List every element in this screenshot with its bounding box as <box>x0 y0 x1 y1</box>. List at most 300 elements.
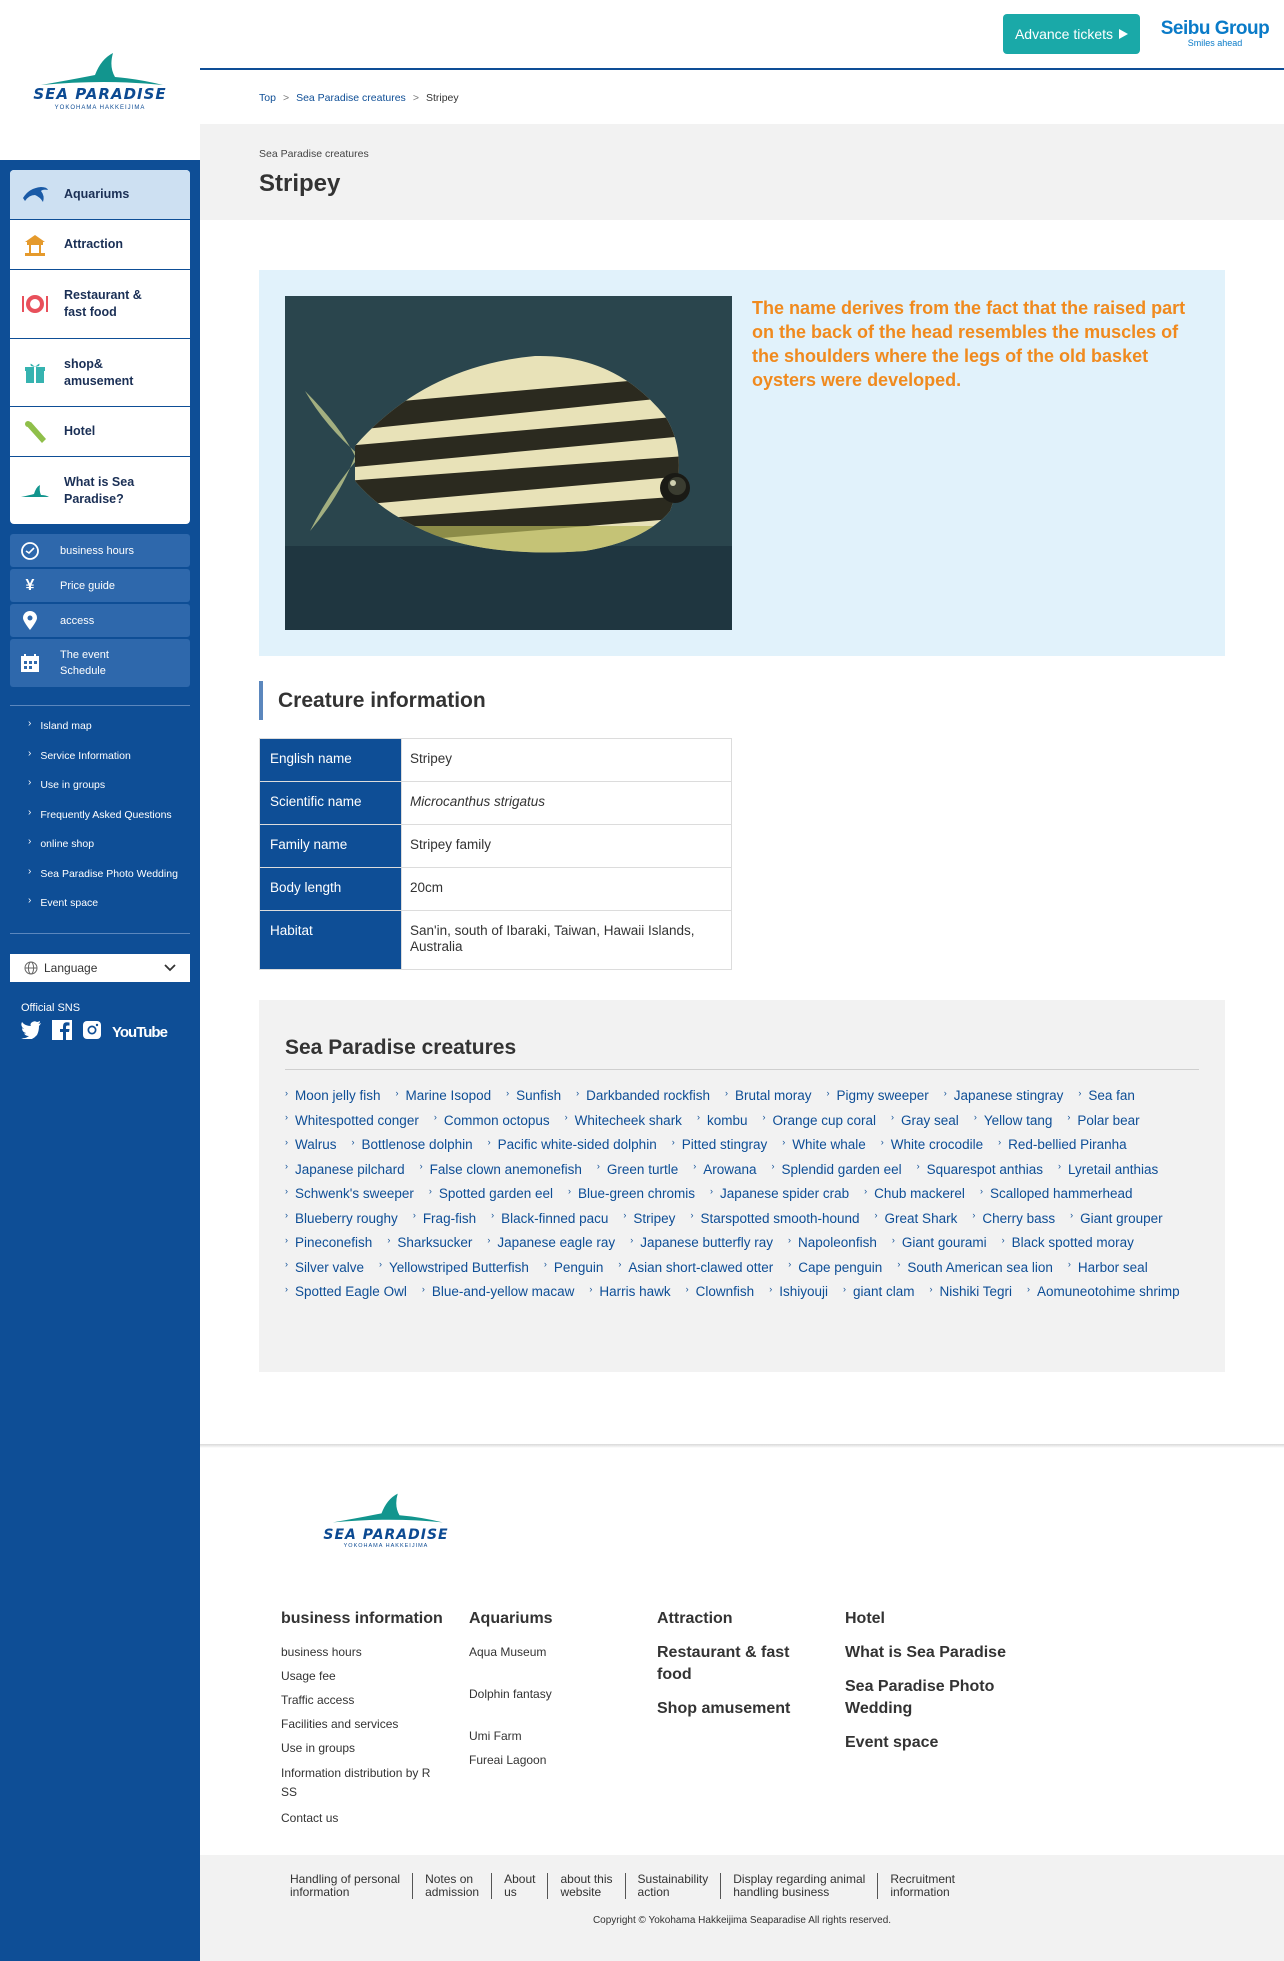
footer-link[interactable]: Aqua Museum <box>469 1645 547 1659</box>
creature-label: Marine Isopod <box>405 1088 492 1103</box>
creature-info-table <box>259 738 732 970</box>
globe-icon <box>24 961 38 975</box>
chevron-right-icon: › <box>874 1210 878 1220</box>
creature-label: giant clam <box>852 1284 915 1299</box>
creature-link[interactable] <box>980 1186 1133 1201</box>
chevron-right-icon: › <box>487 1136 491 1147</box>
creature-label: Blue-green chromis <box>577 1186 696 1201</box>
chevron-right-icon: › <box>433 1112 437 1122</box>
footer-link[interactable]: Contact us <box>281 1811 339 1825</box>
creature-link[interactable] <box>491 1211 608 1226</box>
chevron-right-icon: › <box>972 1210 976 1220</box>
creature-link[interactable] <box>788 1260 882 1275</box>
creature-link[interactable] <box>944 1088 1064 1103</box>
creature-link[interactable] <box>762 1113 876 1128</box>
nav-event-schedule[interactable]: The event Schedule <box>10 639 190 687</box>
logo-wordmark: SEA PARADISE <box>33 85 167 103</box>
creature-link[interactable] <box>285 1113 419 1128</box>
creature-label: Pigmy sweeper <box>836 1088 929 1103</box>
nav-aquariums[interactable]: Aquariums <box>10 170 190 220</box>
chevron-right-icon: › <box>576 1087 580 1098</box>
creature-label: Starspotted smooth-hound <box>700 1210 860 1226</box>
seibu-group-logo[interactable] <box>1160 18 1270 48</box>
footer-col-aquariums <box>469 1608 649 1794</box>
creature-label: Walrus <box>295 1137 337 1152</box>
creature-link[interactable] <box>352 1137 473 1152</box>
creature-link[interactable] <box>1067 1113 1139 1128</box>
sidebar-divider <box>10 705 190 706</box>
info-label: Family name <box>260 825 402 868</box>
chevron-right-icon: › <box>623 1210 627 1220</box>
footer-link[interactable]: Use in groups <box>281 1741 356 1755</box>
chevron-right-icon: › <box>973 1112 977 1122</box>
creature-link[interactable] <box>285 1137 337 1152</box>
creature-label: Yellow tang <box>983 1112 1053 1128</box>
chevron-right-icon: › <box>788 1234 792 1245</box>
creature-link[interactable] <box>285 1162 405 1177</box>
legal-link[interactable]: Handling of personal information <box>290 1872 401 1899</box>
legal-link[interactable]: Display regarding animal handling business <box>720 1873 877 1899</box>
footer-heading-link[interactable]: What is Sea Paradise <box>845 1644 1006 1661</box>
chevron-right-icon: › <box>690 1210 694 1220</box>
nav-hotel[interactable]: Hotel <box>10 407 190 457</box>
chevron-right-icon: › <box>788 1259 792 1269</box>
footer-col-attraction <box>657 1608 837 1738</box>
sub-nav <box>10 534 190 687</box>
info-label: English name <box>260 739 402 782</box>
creature-label: Gray seal <box>901 1112 959 1128</box>
sidebar-divider <box>10 933 190 934</box>
gift-icon <box>20 358 50 388</box>
creature-link[interactable] <box>506 1088 561 1103</box>
chevron-right-icon: › <box>28 777 32 788</box>
creature-link[interactable] <box>672 1137 768 1152</box>
creature-link[interactable] <box>429 1186 553 1201</box>
chevron-right-icon: › <box>880 1136 884 1147</box>
chevron-right-icon: › <box>491 1210 495 1220</box>
creatures-heading: Sea Paradise creatures <box>285 1036 1199 1070</box>
creature-label: Splendid garden eel <box>781 1161 902 1177</box>
creature-link[interactable] <box>788 1235 877 1250</box>
creature-label: Lyretail anthias <box>1067 1161 1159 1177</box>
creature-label: Penguin <box>553 1259 604 1275</box>
creature-label: Squarespot anthias <box>926 1161 1043 1177</box>
chevron-right-icon: › <box>693 1161 697 1171</box>
footer-link[interactable]: Usage fee <box>281 1669 336 1683</box>
creature-link[interactable] <box>1058 1162 1158 1177</box>
creature-label: Clownfish <box>695 1284 755 1299</box>
chevron-right-icon: › <box>769 1283 773 1294</box>
creature-label: Japanese eagle ray <box>497 1235 616 1250</box>
footer-link[interactable]: Fureai Lagoon <box>469 1753 547 1767</box>
chevron-right-icon: › <box>387 1234 391 1245</box>
creature-link[interactable] <box>589 1284 670 1299</box>
chevron-right-icon: › <box>506 1087 510 1098</box>
table-row <box>260 868 732 911</box>
chevron-right-icon: › <box>351 1136 355 1147</box>
seibu-group-tagline: Smiles ahead <box>1187 38 1243 48</box>
creature-label: Ishiyouji <box>779 1284 828 1299</box>
chevron-right-icon: › <box>564 1112 568 1122</box>
footer-heading-link[interactable]: Attraction <box>657 1610 733 1627</box>
creature-label: Blue-and-yellow macaw <box>431 1284 575 1299</box>
chevron-right-icon: › <box>998 1136 1002 1147</box>
creature-link[interactable] <box>875 1211 958 1226</box>
creature-link[interactable] <box>697 1113 748 1128</box>
creature-link[interactable] <box>693 1162 756 1177</box>
chevron-right-icon: › <box>1027 1283 1031 1294</box>
chevron-right-icon: › <box>897 1259 901 1269</box>
creature-label: Yellowstriped Butterfish <box>389 1259 529 1275</box>
chevron-right-icon: › <box>285 1087 288 1098</box>
twitter-icon[interactable] <box>20 1021 42 1044</box>
creature-label: Pitted stingray <box>681 1137 768 1152</box>
table-row <box>260 739 732 782</box>
chevron-right-icon: › <box>782 1136 786 1147</box>
sidebar-link[interactable] <box>10 747 200 780</box>
creature-link[interactable] <box>782 1137 866 1152</box>
facebook-icon[interactable] <box>52 1020 72 1045</box>
nav-access[interactable]: access <box>10 604 190 637</box>
creature-label: Common octopus <box>443 1112 550 1128</box>
info-value: Microcanthus strigatus <box>402 782 732 825</box>
creature-label: Harris hawk <box>599 1284 671 1299</box>
info-value: Stripey family <box>402 825 732 868</box>
sidebar-link-label: online shop <box>40 838 95 850</box>
creature-label: Pineconefish <box>295 1235 373 1250</box>
chevron-right-icon: › <box>285 1185 288 1196</box>
creature-label: Giant grouper <box>1080 1210 1163 1226</box>
creature-link[interactable] <box>285 1235 372 1250</box>
creature-link[interactable] <box>285 1186 414 1201</box>
breadcrumb-top[interactable]: Top <box>259 92 276 104</box>
chevron-right-icon: › <box>543 1259 547 1269</box>
creature-link[interactable] <box>881 1137 983 1152</box>
creature-label: False clown anemonefish <box>429 1161 582 1177</box>
info-value: San'in, south of Ibaraki, Taiwan, Hawaii Islands, Australia <box>402 911 732 970</box>
creature-link[interactable] <box>843 1284 915 1299</box>
creature-link[interactable] <box>488 1137 657 1152</box>
nav-attraction[interactable]: Attraction <box>10 220 190 270</box>
creature-label: White crocodile <box>890 1137 984 1152</box>
creature-link[interactable] <box>891 1113 959 1128</box>
creature-link[interactable] <box>568 1186 695 1201</box>
creature-label: Spotted Eagle Owl <box>295 1284 407 1299</box>
chevron-right-icon: › <box>671 1136 675 1147</box>
creature-link[interactable] <box>379 1260 529 1275</box>
language-select[interactable] <box>10 954 190 982</box>
creature-label: Nishiki Tegri <box>939 1284 1013 1299</box>
main-nav <box>10 170 190 524</box>
creature-link[interactable] <box>897 1260 1053 1275</box>
creature-link[interactable] <box>413 1211 476 1226</box>
chevron-right-icon: › <box>379 1259 383 1269</box>
chevron-right-icon: › <box>1070 1210 1074 1220</box>
creature-link[interactable] <box>972 1211 1055 1226</box>
footer-heading-link[interactable]: Event space <box>845 1734 939 1751</box>
chevron-right-icon: › <box>285 1112 288 1122</box>
sidebar-link[interactable] <box>10 720 200 750</box>
creature-label: Orange cup coral <box>772 1112 877 1128</box>
creature-label: Japanese butterfly ray <box>640 1235 774 1250</box>
plate-icon <box>20 289 50 319</box>
legal-link[interactable]: About us <box>491 1873 547 1899</box>
seibu-group-name: Seibu Group <box>1160 18 1270 39</box>
creature-link[interactable] <box>974 1113 1053 1128</box>
creature-link[interactable] <box>1027 1284 1180 1299</box>
creature-link[interactable] <box>434 1113 550 1128</box>
dolphin-icon <box>20 180 50 210</box>
sidebar-link[interactable] <box>10 838 200 868</box>
sidebar-link-label: Event space <box>40 897 99 909</box>
legal-link[interactable]: Notes on admission <box>412 1873 491 1899</box>
breadcrumb <box>259 92 459 104</box>
chevron-right-icon: › <box>1057 1161 1061 1171</box>
creature-link[interactable] <box>544 1260 604 1275</box>
chevron-right-icon: › <box>28 895 32 906</box>
shark-fin-logo-icon <box>323 1490 449 1526</box>
creature-link[interactable] <box>285 1088 381 1103</box>
creature-link[interactable] <box>565 1113 682 1128</box>
creature-label: White whale <box>792 1137 866 1152</box>
creature-label: Stripey <box>633 1210 676 1226</box>
legal-links <box>278 1873 967 1899</box>
advance-tickets-button[interactable] <box>1003 14 1140 54</box>
creature-link[interactable] <box>690 1211 859 1226</box>
footer-col-hotel <box>845 1608 1025 1772</box>
hero-panel <box>259 270 1225 656</box>
chevron-right-icon: › <box>864 1185 868 1196</box>
footer-link[interactable]: Umi Farm <box>469 1729 522 1743</box>
creature-label: Black spotted moray <box>1011 1235 1134 1250</box>
breadcrumb-current: Stripey <box>425 92 459 104</box>
nav-restaurant[interactable]: Restaurant & fast food <box>10 270 190 339</box>
creature-label: Silver valve <box>295 1259 365 1275</box>
nav-business-hours[interactable]: business hours <box>10 534 190 567</box>
creature-link[interactable] <box>917 1162 1043 1177</box>
footer-divider <box>200 1444 1284 1448</box>
chevron-right-icon: › <box>28 865 32 877</box>
shark-fin-logo-icon <box>35 49 165 89</box>
chevron-right-icon: › <box>28 718 32 729</box>
creatures-panel <box>259 1000 1225 1372</box>
creature-link[interactable] <box>487 1235 615 1250</box>
play-arrow-icon <box>1119 29 1128 39</box>
footer-link[interactable]: Facilities and services <box>281 1717 399 1731</box>
sidebar-link[interactable] <box>10 779 200 809</box>
creature-label: Bottlenose dolphin <box>361 1137 473 1152</box>
chevron-right-icon: › <box>685 1283 689 1294</box>
creature-link[interactable] <box>864 1186 965 1201</box>
creature-link[interactable] <box>998 1137 1127 1152</box>
copyright: Copyright © Yokohama Hakkeijima Seaparadise All rights reserved. <box>592 1915 892 1926</box>
creature-link[interactable] <box>892 1235 987 1250</box>
creature-link[interactable] <box>827 1088 929 1103</box>
chevron-right-icon: › <box>589 1283 593 1294</box>
chevron-right-icon: › <box>842 1283 846 1294</box>
page-kicker: Sea Paradise creatures <box>259 148 369 160</box>
sidebar-link-label: Service Information <box>40 749 131 762</box>
footer-link[interactable]: Information distribution by R SS <box>281 1766 431 1799</box>
creature-info-heading: Creature information <box>259 681 486 720</box>
creature-link[interactable] <box>285 1211 398 1226</box>
chevron-right-icon: › <box>891 1112 895 1122</box>
creature-link[interactable] <box>1002 1235 1134 1250</box>
logo-subtitle: YOKOHAMA HAKKEIJIMA <box>343 1543 429 1549</box>
legal-link[interactable]: about this website <box>547 1873 624 1899</box>
creature-label: Sea fan <box>1088 1088 1135 1103</box>
footer-heading-link[interactable]: Restaurant & fast food <box>657 1644 790 1683</box>
sns-icons <box>20 1020 200 1045</box>
creature-label: Sunfish <box>516 1088 562 1103</box>
creature-label: Brutal moray <box>734 1088 812 1103</box>
creature-label: Green turtle <box>606 1161 679 1177</box>
footer-heading-link[interactable]: Shop amusement <box>657 1700 791 1717</box>
chevron-down-icon <box>164 964 176 972</box>
chevron-right-icon: › <box>285 1161 288 1171</box>
creature-link[interactable] <box>396 1088 492 1103</box>
chevron-right-icon: › <box>28 747 32 759</box>
creature-link[interactable] <box>285 1284 407 1299</box>
creature-link[interactable] <box>630 1235 773 1250</box>
footer-link[interactable]: business hours <box>281 1645 362 1659</box>
creature-label: Cherry bass <box>982 1210 1056 1226</box>
sidebar-link[interactable] <box>10 897 200 927</box>
info-value: 20cm <box>402 868 732 911</box>
creature-label: kombu <box>706 1112 748 1128</box>
creature-link[interactable] <box>710 1186 849 1201</box>
creature-link[interactable] <box>576 1088 710 1103</box>
legal-link[interactable]: Sustainability action <box>625 1873 721 1899</box>
sidebar-link[interactable] <box>10 865 200 898</box>
creature-link[interactable] <box>686 1284 755 1299</box>
sidebar-link-label: Sea Paradise Photo Wedding <box>40 867 178 880</box>
youtube-icon[interactable] <box>112 1024 167 1041</box>
chevron-right-icon: › <box>285 1136 288 1147</box>
footer-heading-link[interactable]: Hotel <box>845 1610 885 1627</box>
top-header <box>200 0 1284 70</box>
creature-link[interactable] <box>930 1284 1013 1299</box>
chevron-right-icon: › <box>979 1185 983 1196</box>
chevron-right-icon: › <box>771 1161 775 1171</box>
chevron-right-icon: › <box>412 1210 416 1220</box>
creature-link[interactable] <box>1078 1088 1135 1103</box>
nav-price-guide[interactable]: ¥ Price guide <box>10 569 190 602</box>
chevron-right-icon: › <box>724 1087 728 1098</box>
breadcrumb-separator: > <box>282 92 290 104</box>
creature-label: Moon jelly fish <box>295 1088 381 1103</box>
chevron-right-icon: › <box>285 1234 288 1245</box>
chevron-right-icon: › <box>1067 1259 1071 1269</box>
creature-label: Polar bear <box>1077 1112 1140 1128</box>
sidebar <box>0 0 200 1961</box>
creature-label: Aomuneotohime shrimp <box>1037 1284 1180 1299</box>
creature-link[interactable] <box>1068 1260 1148 1275</box>
logo[interactable] <box>0 0 200 160</box>
sidebar-link-label: Island map <box>40 720 92 732</box>
stripey-photo <box>285 296 732 630</box>
info-label: Scientific name <box>260 782 402 825</box>
sidebar-links <box>10 720 200 927</box>
chevron-right-icon: › <box>1067 1112 1071 1122</box>
chevron-right-icon: › <box>419 1161 423 1171</box>
creature-link[interactable] <box>422 1284 575 1299</box>
instagram-icon[interactable] <box>82 1020 102 1045</box>
chevron-right-icon: › <box>696 1112 700 1122</box>
creature-link[interactable] <box>597 1162 678 1177</box>
creature-label: Napoleonfish <box>798 1235 877 1250</box>
chevron-right-icon: › <box>618 1259 622 1269</box>
table-row <box>260 825 732 868</box>
sidebar-link-label: Frequently Asked Questions <box>40 808 172 821</box>
chevron-right-icon: › <box>710 1185 714 1196</box>
chevron-right-icon: › <box>567 1185 571 1196</box>
youtube-wordmark: YouTube <box>112 1023 167 1041</box>
creature-label: Japanese stingray <box>953 1088 1064 1103</box>
creature-label: Red-bellied Piranha <box>1008 1137 1127 1152</box>
table-row <box>260 782 732 825</box>
clock-icon <box>20 541 40 561</box>
footer-link[interactable]: Dolphin fantasy <box>469 1687 552 1701</box>
legal-link[interactable]: Recruitment information <box>877 1873 967 1899</box>
creature-link[interactable] <box>618 1260 773 1275</box>
breadcrumb-separator: > <box>412 92 419 104</box>
chevron-right-icon: › <box>891 1234 895 1245</box>
creature-link[interactable] <box>772 1162 902 1177</box>
creature-link[interactable] <box>623 1211 675 1226</box>
creature-link[interactable] <box>725 1088 812 1103</box>
legal-band <box>200 1855 1284 1961</box>
info-value: Stripey <box>402 739 732 782</box>
chevron-right-icon: › <box>929 1283 933 1294</box>
footer-link[interactable]: Traffic access <box>281 1693 355 1707</box>
nav-what-is-sea-paradise[interactable]: What is Sea Paradise? <box>10 457 190 524</box>
sidebar-link[interactable] <box>10 806 200 839</box>
creature-label: Asian short-clawed otter <box>628 1259 774 1275</box>
creature-link[interactable] <box>387 1235 472 1250</box>
creature-label: Whitecheek shark <box>574 1112 682 1128</box>
creature-label: Scalloped hammerhead <box>989 1186 1133 1201</box>
creature-label: Arowana <box>703 1161 757 1177</box>
chevron-right-icon: › <box>428 1185 432 1196</box>
footer-heading-link[interactable]: Sea Paradise Photo Wedding <box>845 1678 995 1717</box>
creature-label: Harbor seal <box>1077 1259 1148 1275</box>
chevron-right-icon: › <box>916 1161 920 1171</box>
info-label: Body length <box>260 868 402 911</box>
nav-shop-amusement[interactable]: shop& amusement <box>10 339 190 407</box>
footer-heading: Aquariums <box>469 1610 553 1627</box>
creature-link[interactable] <box>1070 1211 1163 1226</box>
chevron-right-icon: › <box>1078 1087 1082 1098</box>
creature-link[interactable] <box>285 1260 364 1275</box>
chevron-right-icon: › <box>487 1234 491 1245</box>
title-band <box>200 124 1284 220</box>
sidebar-link-label: Use in groups <box>40 779 106 791</box>
creature-link[interactable] <box>420 1162 582 1177</box>
logo-subtitle: YOKOHAMA HAKKEIJIMA <box>54 105 146 111</box>
chevron-right-icon: › <box>596 1161 600 1171</box>
footer-logo[interactable] <box>318 1490 454 1549</box>
chevron-right-icon: › <box>285 1259 288 1269</box>
chevron-right-icon: › <box>762 1112 766 1122</box>
map-pin-icon <box>20 611 40 631</box>
breadcrumb-creatures[interactable]: Sea Paradise creatures <box>296 92 406 104</box>
yen-icon: ¥ <box>25 576 35 594</box>
page-title: Stripey <box>259 170 341 197</box>
chevron-right-icon: › <box>28 836 32 847</box>
creature-link[interactable] <box>769 1284 828 1299</box>
creature-label: Japanese spider crab <box>720 1186 850 1201</box>
